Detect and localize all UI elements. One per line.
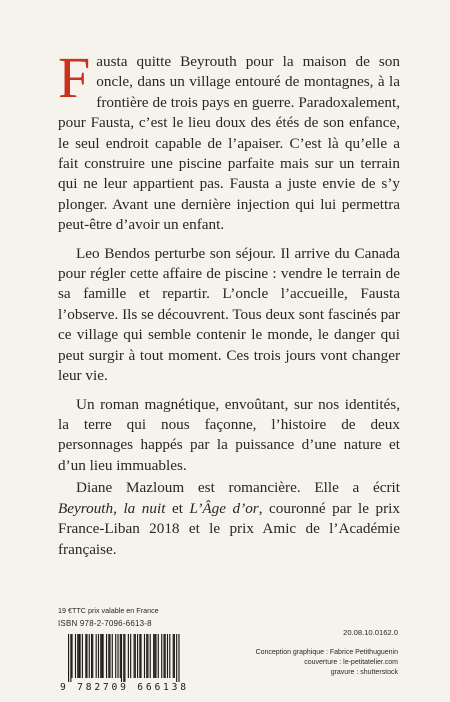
reference-number: 20.08.10.0162.0 bbox=[343, 628, 398, 637]
credits bbox=[256, 648, 398, 679]
drop-cap: F bbox=[58, 45, 91, 110]
author-bio bbox=[58, 478, 400, 560]
credit-design: Conception graphique : Fabrice Petithuguenin bbox=[255, 649, 398, 656]
blurb-paragraph-2: Leo Bendos perturbe son séjour. Il arrive du Canada pour régler cette affaire de piscine : vendre le terrain de sa famille et repartir. L’oncle l’accueille, Fausta l’observe. Ils se découvrent. Tous deux sont fascinés par ce village qui semble contenir le monde, le danger qui peut surgir à tout moment. Ces trois jours vont changer leur vie. bbox=[58, 244, 400, 385]
blurb-paragraph-1-text: austa quitte Beyrouth pour la maison de son oncle, dans un village entouré de montagnes, à la frontière de trois pays en guerre. Paradoxalement, pour Fausta, c’est le lieu doux des étés de son enfance, le seul endroit capable de l’apaiser. C’est là qu’elle a fait construire une piscine parfaite mais sur un terrain qui ne leur appartient pas. Fausta a juste envie de s’y plonger. Avant une dernière injection qui lui permettra peut-être d’avoir un enfant. bbox=[58, 53, 400, 234]
bio-book-title-2: L’Âge d’or bbox=[189, 499, 259, 517]
bio-text-3: , couronné par le prix France-Liban 2018 et le prix Amic de l’Académie française. bbox=[58, 499, 400, 558]
back-cover-blurb bbox=[58, 45, 400, 484]
barcode-digits: 9 782709 666138 bbox=[60, 682, 186, 692]
blurb-paragraph-1 bbox=[58, 45, 400, 236]
author-bio-text bbox=[58, 478, 400, 560]
credit-cover: couverture : le-petitatelier.com bbox=[304, 659, 398, 667]
isbn-label: ISBN 978-2-7096-6613-8 bbox=[58, 619, 152, 628]
credit-engraving: gravure : shutterstock bbox=[330, 669, 398, 677]
bio-book-title-1: Beyrouth, la nuit bbox=[58, 499, 166, 517]
price-label: 19 €TTC prix valable en France bbox=[58, 606, 159, 615]
bio-text-1: Diane Mazloum est romancière. Elle a écrit bbox=[76, 479, 400, 496]
blurb-paragraph-3: Un roman magnétique, envoûtant, sur nos identités, la terre qui nous façonne, l’histoire de deux personnages happés par la puissance d’une nature et d’un lieu immuables. bbox=[58, 395, 400, 474]
barcode-icon bbox=[58, 632, 188, 692]
bio-text-2: et bbox=[165, 499, 190, 517]
